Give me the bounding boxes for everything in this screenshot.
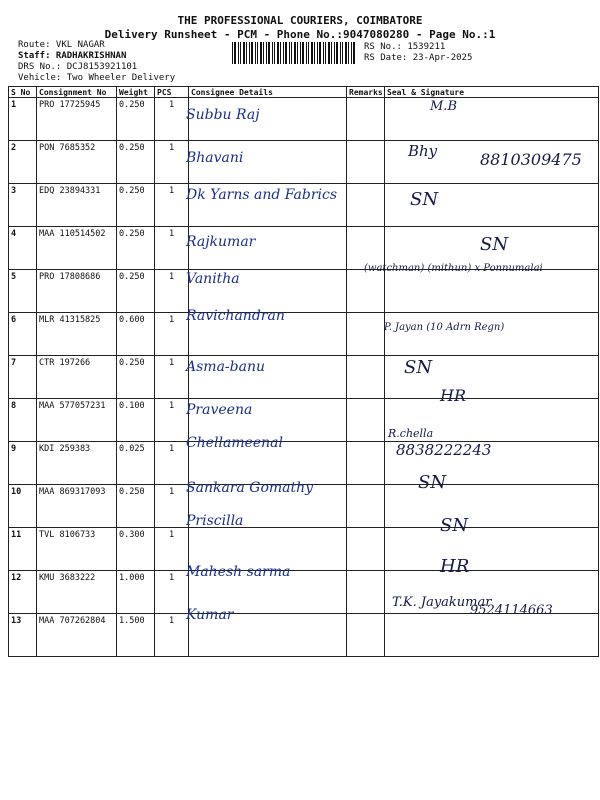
sno-cell: 4	[9, 227, 37, 270]
drs-label: DRS No.: DCJ8153921101	[18, 62, 138, 72]
consignment-cell: KMU 3683222	[37, 571, 117, 614]
consignee-handwriting: Sankara Gomathy	[186, 480, 314, 496]
signature-cell	[385, 98, 599, 141]
signature-handwriting: R.chella	[388, 427, 434, 440]
consignee-handwriting: Chellameenal	[186, 435, 284, 451]
weight-cell: 0.025	[117, 442, 155, 485]
signature-handwriting: SN	[404, 357, 433, 378]
signature-cell	[385, 313, 599, 356]
weight-cell: 0.600	[117, 313, 155, 356]
consignment-cell: EDQ 23894331	[37, 184, 117, 227]
route-label: Route: VKL NAGAR	[18, 40, 105, 50]
remarks-cell	[347, 485, 385, 528]
sno-cell: 9	[9, 442, 37, 485]
consignee-handwriting: Vanitha	[186, 271, 240, 287]
col-header: Consignment No	[37, 87, 117, 98]
col-header: S No	[9, 87, 37, 98]
signature-handwriting: P. Jayan (10 Adrn Regn)	[384, 322, 505, 333]
remarks-cell	[347, 528, 385, 571]
consignment-cell: TVL 8106733	[37, 528, 117, 571]
consignee-handwriting: Dk Yarns and Fabrics	[186, 187, 338, 203]
signature-handwriting: SN	[480, 234, 509, 255]
consignment-cell: PRO 17725945	[37, 98, 117, 141]
sno-cell: 1	[9, 98, 37, 141]
phone-handwriting: 9524114663	[470, 603, 553, 618]
sno-cell: 3	[9, 184, 37, 227]
company-title: THE PROFESSIONAL COURIERS, COIMBATORE	[177, 14, 423, 27]
signature-cell	[385, 528, 599, 571]
consignment-cell: PON 7685352	[37, 141, 117, 184]
consignee-handwriting: Praveena	[186, 402, 253, 418]
remarks-cell	[347, 356, 385, 399]
signature-handwriting: SN	[440, 515, 469, 536]
phone-handwriting: 8810309475	[480, 150, 582, 169]
sno-cell: 5	[9, 270, 37, 313]
signature-cell	[385, 485, 599, 528]
consignment-cell: KDI 259383	[37, 442, 117, 485]
remarks-cell	[347, 270, 385, 313]
col-header: Seal & Signature	[385, 87, 599, 98]
barcode	[232, 42, 356, 64]
phone-handwriting: 8838222243	[396, 441, 492, 459]
weight-cell: 1.000	[117, 571, 155, 614]
remarks-cell	[347, 313, 385, 356]
pcs-cell: 1	[155, 571, 189, 614]
remarks-cell	[347, 571, 385, 614]
sno-cell: 11	[9, 528, 37, 571]
signature-cell	[385, 270, 599, 313]
pcs-cell: 1	[155, 227, 189, 270]
consignment-cell: CTR 197266	[37, 356, 117, 399]
consignment-cell: MAA 577057231	[37, 399, 117, 442]
consignee-handwriting: Ravichandran	[186, 308, 285, 324]
weight-cell: 0.250	[117, 270, 155, 313]
consignee-handwriting: Priscilla	[186, 513, 244, 529]
sno-cell: 12	[9, 571, 37, 614]
remarks-cell	[347, 184, 385, 227]
sno-cell: 10	[9, 485, 37, 528]
vehicle-label: Vehicle: Two Wheeler Delivery	[18, 73, 176, 83]
signature-handwriting: HR	[440, 556, 470, 577]
weight-cell: 0.250	[117, 485, 155, 528]
weight-cell: 0.250	[117, 184, 155, 227]
staff-label: Staff: RADHAKRISHNAN	[18, 51, 127, 61]
table-header	[9, 87, 599, 98]
consignment-cell: PRO 17808686	[37, 270, 117, 313]
signature-cell	[385, 614, 599, 657]
weight-cell: 0.250	[117, 227, 155, 270]
consignee-handwriting: Asma-banu	[186, 359, 265, 375]
weight-cell: 0.300	[117, 528, 155, 571]
weight-cell: 0.250	[117, 141, 155, 184]
remarks-cell	[347, 141, 385, 184]
sno-cell: 13	[9, 614, 37, 657]
pcs-cell: 1	[155, 184, 189, 227]
remarks-cell	[347, 98, 385, 141]
signature-handwriting: T.K. Jayakumar	[392, 595, 492, 610]
sno-cell: 2	[9, 141, 37, 184]
runsheet-title: Delivery Runsheet - PCM - Phone No.:9047080280 - Page No.:1	[104, 28, 496, 41]
signature-handwriting: SN	[410, 189, 439, 210]
consignment-cell: MAA 869317093	[37, 485, 117, 528]
col-header: Consignee Details	[189, 87, 347, 98]
rs-number: RS No.: 1539211	[364, 42, 446, 52]
remarks-cell	[347, 614, 385, 657]
pcs-cell: 1	[155, 485, 189, 528]
remarks-cell	[347, 442, 385, 485]
pcs-cell: 1	[155, 98, 189, 141]
signature-handwriting: (watchman) (mithun) x Ponnumalai	[364, 263, 543, 274]
remarks-cell	[347, 399, 385, 442]
weight-cell: 0.250	[117, 356, 155, 399]
consignment-cell: MLR 41315825	[37, 313, 117, 356]
weight-cell: 0.250	[117, 98, 155, 141]
col-header: Weight	[117, 87, 155, 98]
consignee-handwriting: Mahesh sarma	[186, 564, 291, 580]
pcs-cell: 1	[155, 313, 189, 356]
consignee-handwriting: Rajkumar	[186, 234, 256, 250]
signature-handwriting: M.B	[430, 99, 457, 114]
signature-handwriting: Bhy	[408, 142, 438, 160]
sno-cell: 6	[9, 313, 37, 356]
pcs-cell: 1	[155, 356, 189, 399]
pcs-cell: 1	[155, 270, 189, 313]
pcs-cell: 1	[155, 141, 189, 184]
signature-handwriting: HR	[440, 386, 466, 405]
weight-cell: 1.500	[117, 614, 155, 657]
pcs-cell: 1	[155, 442, 189, 485]
col-header: Remarks	[347, 87, 385, 98]
consignment-cell: MAA 110514502	[37, 227, 117, 270]
consignment-cell: MAA 707262804	[37, 614, 117, 657]
sno-cell: 7	[9, 356, 37, 399]
pcs-cell: 1	[155, 528, 189, 571]
consignee-handwriting: Kumar	[186, 607, 234, 623]
weight-cell: 0.100	[117, 399, 155, 442]
col-header: PCS	[155, 87, 189, 98]
signature-handwriting: SN	[418, 472, 447, 493]
consignee-handwriting: Subbu Raj	[186, 107, 260, 123]
sno-cell: 8	[9, 399, 37, 442]
consignee-handwriting: Bhavani	[186, 150, 244, 166]
pcs-cell: 1	[155, 399, 189, 442]
rs-date: RS Date: 23-Apr-2025	[364, 53, 473, 63]
pcs-cell: 1	[155, 614, 189, 657]
